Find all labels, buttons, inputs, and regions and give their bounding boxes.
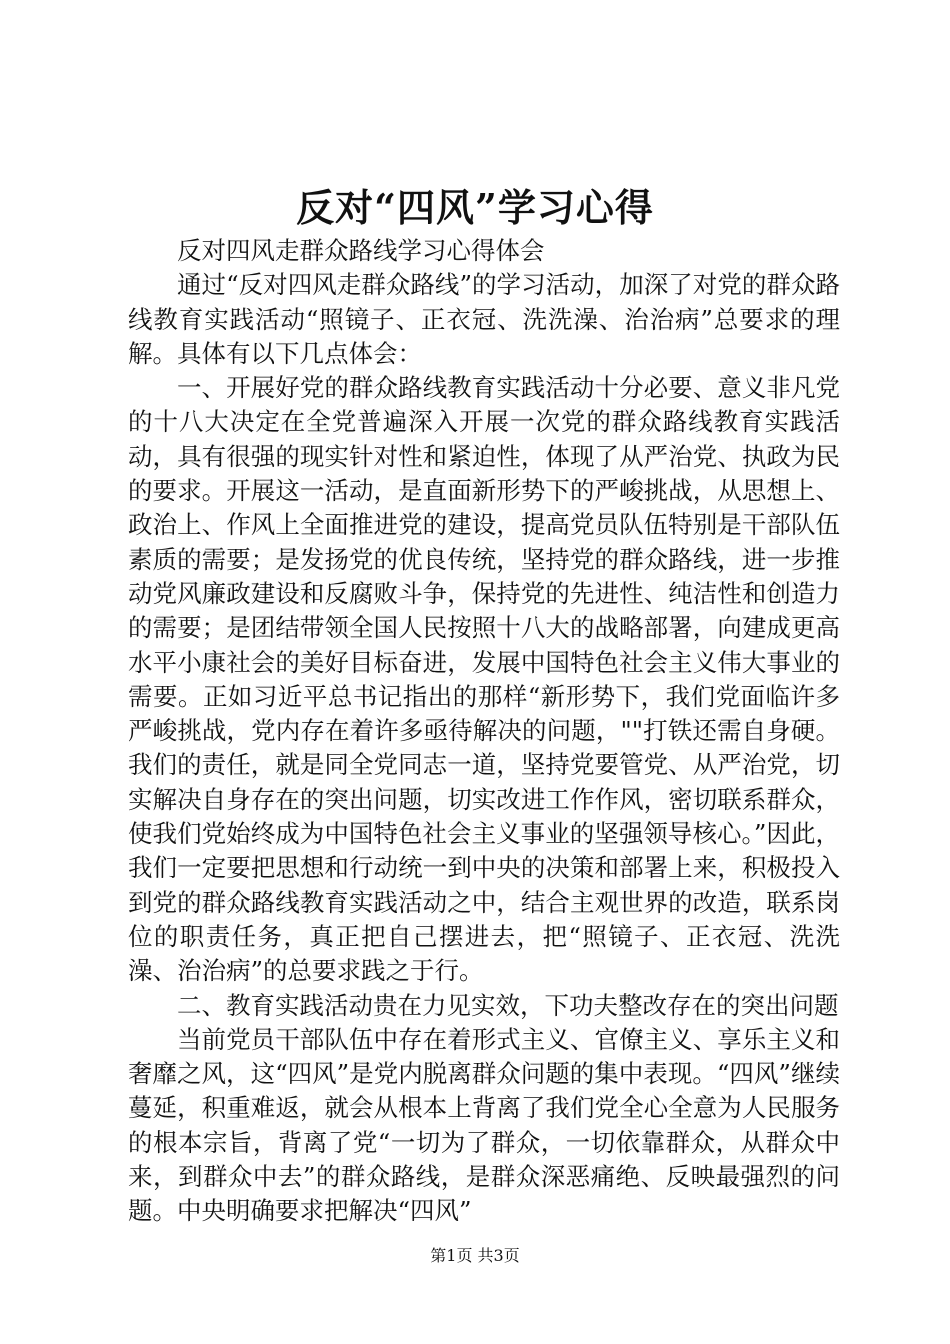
subtitle-paragraph: 反对四风走群众路线学习心得体会 — [177, 236, 545, 265]
section-one-paragraph: 一、开展好党的群众路线教育实践活动十分必要、意义非凡党的十八大决定在全党普遍深入开展一次党的群众路线教育实践活动，具有很强的现实针对性和紧迫性，体现了从严治党、执政为民的要求。开展这一活动，是直面新形势下的严峻挑战，从思想上、政治上、作风上全面推进党的建设，提高党员队伍特别是干部队伍素质的需要；是发扬党的优良传统，坚持党的群众路线，进一步推动党风廉政建设和反腐败斗争，保持党的先进性、纯洁性和创造力的需要；是团结带领全国人民按照十八大的战略部署，向建成更高水平小康社会的美好目标奋进，发展中国特色社会主义伟大事业的需要。正如习近平总书记指出的那样“新形势下，我们党面临许多严峻挑战，党内存在着许多亟待解决的问题，""打铁还需自身硬。我们的责任，就是同全党同志一道，坚持党要管党、从严治党，切实解决自身存在的突出问题，切实改进工作作风，密切联系群众，使我们党始终成为中国特色社会主义事业的坚强领导核心。”因此，我们一定要把思想和行动统一到中央的决策和部署上来，积极投入到党的群众路线教育实践活动之中，结合主观世界的改造，联系岗位的职责任务，真正把自己摆进去，把“照镜子、正衣冠、洗洗澡、治治病”的总要求践之于行。 — [128, 373, 840, 986]
section-two-heading: 二、教育实践活动贵在力见实效，下功夫整改存在的突出问题 — [177, 990, 839, 1020]
document-body — [128, 234, 840, 1229]
section-two-paragraph: 当前党员干部队伍中存在着形式主义、官僚主义、享乐主义和奢靡之风，这“四风”是党内脱离群众问题的集中表现。“四风”继续蔓延，积重难返，就会从根本上背离了我们党全心全意为人民服务的根本宗旨，背离了党“一切为了群众，一切依靠群众，从群众中来，到群众中去”的群众路线，是群众深恶痛绝、反映最强烈的问题。中央明确要求把解决“四风” — [128, 1024, 840, 1226]
document-title: 反对“四风”学习心得 — [296, 185, 654, 230]
page-number-footer: 第1页 共3页 — [430, 1246, 520, 1265]
intro-paragraph: 通过“反对四风走群众路线”的学习活动，加深了对党的群众路线教育实践活动“照镜子、正衣冠、洗洗澡、治治病”总要求的理解。具体有以下几点体会： — [128, 270, 840, 368]
